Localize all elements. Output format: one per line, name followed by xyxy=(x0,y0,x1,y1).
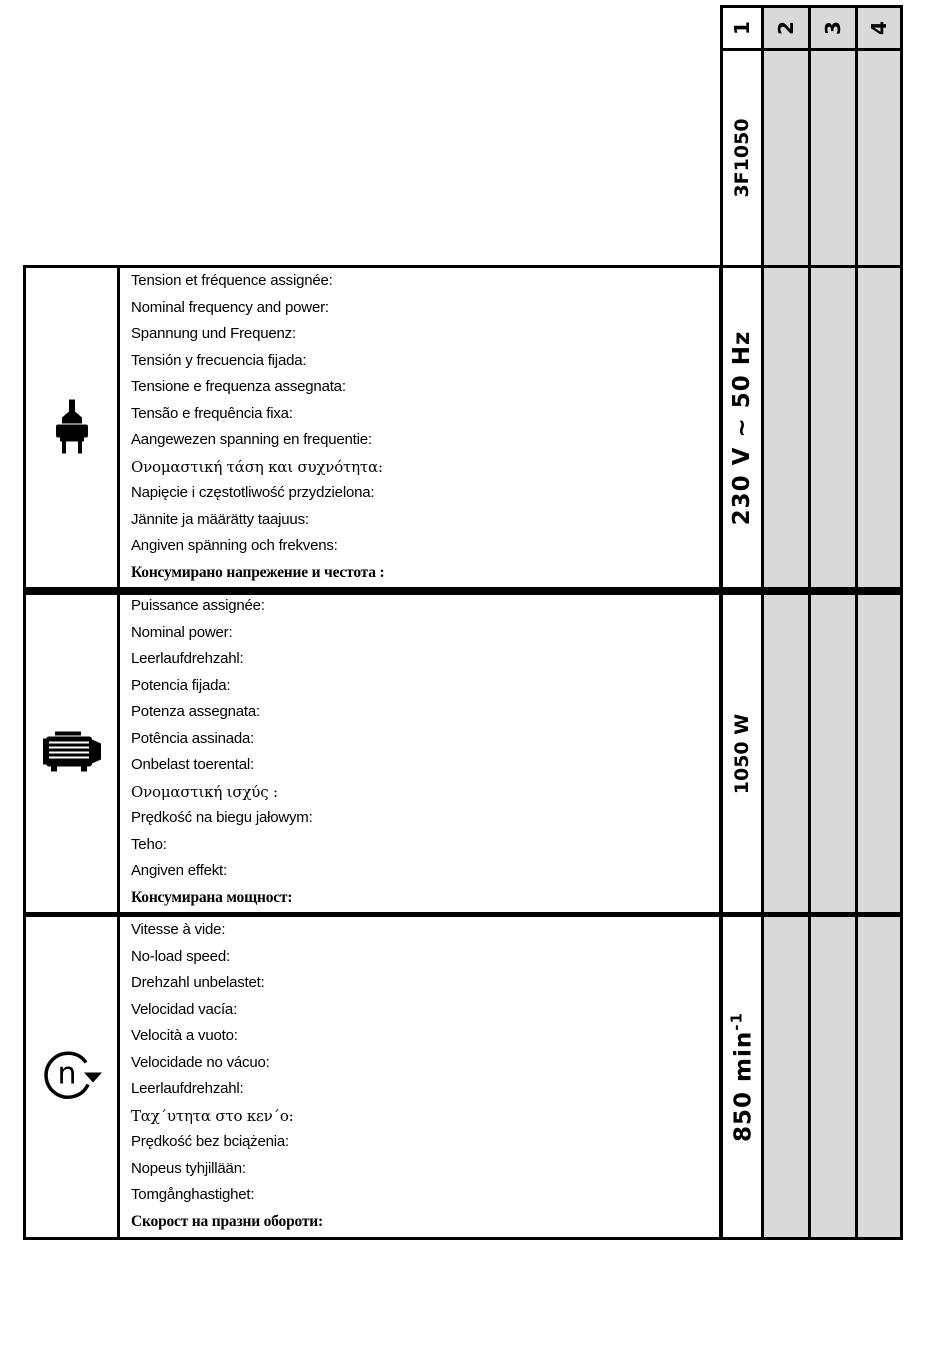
label-line: Napięcie i częstotliwość przydzielona: xyxy=(131,484,375,501)
model-cell xyxy=(720,48,764,268)
label-line: Tensão e frequência fixa: xyxy=(131,404,293,422)
label-line: Tensión y frecuencia fijada: xyxy=(131,351,307,369)
power-cell-col3 xyxy=(808,590,858,915)
column-number-4: 4 xyxy=(867,21,891,35)
label-line: Tension et fréquence assignée: xyxy=(131,272,333,289)
rotation-speed-icon xyxy=(40,1049,104,1106)
power-labels xyxy=(131,593,313,911)
column-header-4 xyxy=(855,5,903,51)
label-line: Tomgånghastighet: xyxy=(131,1186,255,1203)
speed-value-cell xyxy=(720,912,764,1240)
label-line: Velocidade no vácuo: xyxy=(131,1053,270,1071)
label-line: Drehzahl unbelastet: xyxy=(131,974,265,991)
plug-icon xyxy=(54,397,90,458)
power-value-cell xyxy=(720,590,764,915)
label-line: Spannung und Frequenz: xyxy=(131,325,296,342)
label-line: Potencia fijada: xyxy=(131,676,231,694)
speed-cell-col4 xyxy=(855,912,903,1240)
label-line: Potência assinada: xyxy=(131,729,255,747)
column-header-2 xyxy=(761,5,811,51)
label-line: Nominal power: xyxy=(131,623,233,641)
label-line: Консумирана мощност: xyxy=(131,888,293,906)
label-line: Ονομαστική ισχύς : xyxy=(131,782,278,801)
speed-cell-col2 xyxy=(761,912,811,1240)
label-line: Nominal frequency and power: xyxy=(131,298,329,316)
voltage-cell-col2 xyxy=(761,265,811,590)
column-header-3 xyxy=(808,5,858,51)
label-line: Potenza assegnata: xyxy=(131,703,260,720)
svg-text:n: n xyxy=(56,1056,77,1092)
voltage-icon-cell xyxy=(23,265,120,590)
label-line: Onbelast toerental: xyxy=(131,756,254,773)
label-line: Консумирано напрежение и честота : xyxy=(131,563,385,581)
label-line: Teho: xyxy=(131,835,167,853)
speed-icon-cell xyxy=(23,912,120,1240)
power-cell-col4 xyxy=(855,590,903,915)
label-line: Vitesse à vide: xyxy=(131,921,226,938)
column-header-1 xyxy=(720,5,764,51)
speed-value-number: 850 min xyxy=(730,1030,757,1142)
speed-cell-col3 xyxy=(808,912,858,1240)
voltage-cell-col4 xyxy=(855,265,903,590)
speed-labels xyxy=(131,917,323,1235)
label-line: Скорост на празни обороти: xyxy=(131,1212,323,1230)
speed-value xyxy=(728,1012,757,1142)
power-cell-col2 xyxy=(761,590,811,915)
column-number-2: 2 xyxy=(774,21,798,35)
label-line: No-load speed: xyxy=(131,947,230,965)
model-cell-col4 xyxy=(855,48,903,268)
label-line: Velocidad vacía: xyxy=(131,1000,238,1018)
label-line: Angiven effekt: xyxy=(131,862,227,879)
label-line: Prędkość na biegu jałowym: xyxy=(131,809,313,826)
voltage-value-cell xyxy=(720,265,764,590)
label-line: Tensione e frequenza assegnata: xyxy=(131,378,346,395)
label-line: Leerlaufdrehzahl: xyxy=(131,1080,244,1097)
label-line: Prędkość bez bciążenia: xyxy=(131,1133,289,1150)
label-line: Aangewezen spanning en frequentie: xyxy=(131,431,372,448)
voltage-cell-col3 xyxy=(808,265,858,590)
column-number-3: 3 xyxy=(821,21,845,35)
label-line: Ονομαστική τάση και συχνότητα: xyxy=(131,457,383,476)
model-cell-col3 xyxy=(808,48,858,268)
label-line: Velocità a vuoto: xyxy=(131,1027,238,1044)
label-line: Jännite ja määrätty taajuus: xyxy=(131,510,309,528)
model-name: 3F1050 xyxy=(731,118,753,198)
voltage-labels xyxy=(131,268,384,586)
power-icon-cell xyxy=(23,590,120,915)
label-line: Angiven spänning och frekvens: xyxy=(131,537,338,554)
voltage-value: 230 V ~ 50 Hz xyxy=(729,330,755,525)
speed-value-exponent: -1 xyxy=(727,1012,746,1031)
power-value: 1050 W xyxy=(731,713,753,794)
column-number-1: 1 xyxy=(730,21,754,35)
label-line: Puissance assignée: xyxy=(131,597,265,614)
label-line: Leerlaufdrehzahl: xyxy=(131,650,244,667)
label-line: Nopeus tyhjillään: xyxy=(131,1159,246,1177)
model-cell-col2 xyxy=(761,48,811,268)
label-line: Ταχ΄υτητα στο κεν΄ο: xyxy=(131,1106,294,1125)
motor-icon xyxy=(41,731,103,776)
